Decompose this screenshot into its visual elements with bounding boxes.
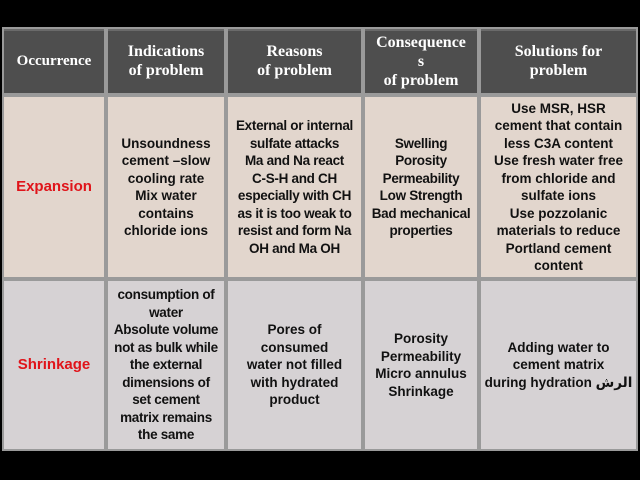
occurrence-cell	[2, 279, 106, 451]
cell-line: as it is too weak to	[237, 205, 352, 221]
cell-line: materials to reduce	[496, 223, 621, 238]
cell-line: matrix remains	[120, 409, 212, 425]
cell-line: OH and Ma OH	[249, 240, 340, 256]
cell-line: Low Strength	[379, 188, 463, 203]
solutions-cell	[479, 95, 638, 279]
cell-line: less C3A content	[503, 135, 614, 151]
cell-line: cement –slow	[121, 153, 211, 168]
reasons-cell	[226, 279, 363, 451]
header-reasons: Reasons of problem	[226, 27, 363, 95]
cell-line: Use fresh water free	[493, 153, 624, 168]
cell-line: especially with CH	[237, 188, 352, 203]
cell-line: Ma and Na react	[244, 153, 345, 168]
cell-line: Use pozzolanic	[509, 205, 608, 221]
cell-line: set cement	[132, 392, 200, 408]
cell-line: resist and form Na	[237, 223, 352, 238]
cell-line: Bad mechanical	[371, 205, 471, 221]
cell-line: consumed	[260, 339, 329, 355]
cell-line: consumption of	[117, 287, 215, 303]
cell-line: Mix water	[135, 188, 197, 203]
cell-line: chloride ions	[123, 223, 208, 238]
cell-line: Shrinkage	[388, 383, 454, 399]
cell-line: from chloride and	[501, 170, 616, 186]
cell-line: dimensions of	[122, 374, 210, 390]
cell-line: Adding water to	[507, 339, 610, 355]
reasons-cell	[226, 95, 363, 279]
cell-line: sulfate attacks	[249, 135, 340, 151]
table-row-expansion	[2, 95, 638, 279]
cell-line: External or internal	[235, 118, 354, 133]
cell-line: Permeability	[380, 348, 462, 364]
cell-line: not as bulk while	[114, 339, 218, 355]
cell-line: the external	[129, 357, 203, 373]
cell-line: cement matrix	[512, 357, 605, 373]
header-consequences: Consequence s of problem	[363, 27, 479, 95]
cell-line: water not filled	[246, 357, 343, 373]
header-occurrence: Occurrence	[2, 27, 106, 95]
indications-cell	[106, 95, 226, 279]
header-solutions: Solutions for problem	[479, 27, 638, 95]
cell-line: water	[149, 304, 183, 320]
occurrence-label: Shrinkage	[17, 356, 91, 374]
cell-line: Porosity	[395, 153, 447, 168]
indications-cell	[106, 279, 226, 451]
cell-line: properties	[389, 223, 453, 238]
cell-line: with hydrated	[250, 374, 339, 390]
cell-line: cooling rate	[127, 170, 205, 186]
cell-line: during hydration الرش	[484, 374, 633, 390]
table-row-shrinkage	[2, 279, 638, 451]
cell-line: Use MSR, HSR	[511, 100, 606, 116]
cell-line: content	[534, 258, 583, 273]
cell-line: Permeability	[382, 170, 460, 186]
cell-line: Pores of	[267, 322, 322, 338]
cell-line: Portland cement	[505, 240, 612, 256]
header-indications: Indications of problem	[106, 27, 226, 95]
cell-line: sulfate ions	[520, 188, 596, 203]
solutions-cell	[479, 279, 638, 451]
cell-line: Unsoundness	[121, 135, 211, 151]
cell-line: C-S-H and CH	[252, 170, 337, 186]
cell-line: cement that contain	[494, 118, 623, 133]
occurrence-label: Expansion	[16, 178, 92, 196]
consequences-cell	[363, 95, 479, 279]
cell-line: contains	[138, 205, 194, 221]
cell-line: Micro annulus	[375, 366, 467, 381]
cell-line: Porosity	[393, 331, 448, 346]
cell-line: product	[269, 392, 320, 408]
header-row	[2, 27, 638, 95]
consequences-cell	[363, 279, 479, 451]
cell-line: Absolute volume	[113, 322, 219, 338]
cell-line: Swelling	[394, 135, 448, 151]
occurrence-cell	[2, 95, 106, 279]
cell-line: the same	[137, 427, 195, 443]
problems-table	[2, 27, 638, 451]
